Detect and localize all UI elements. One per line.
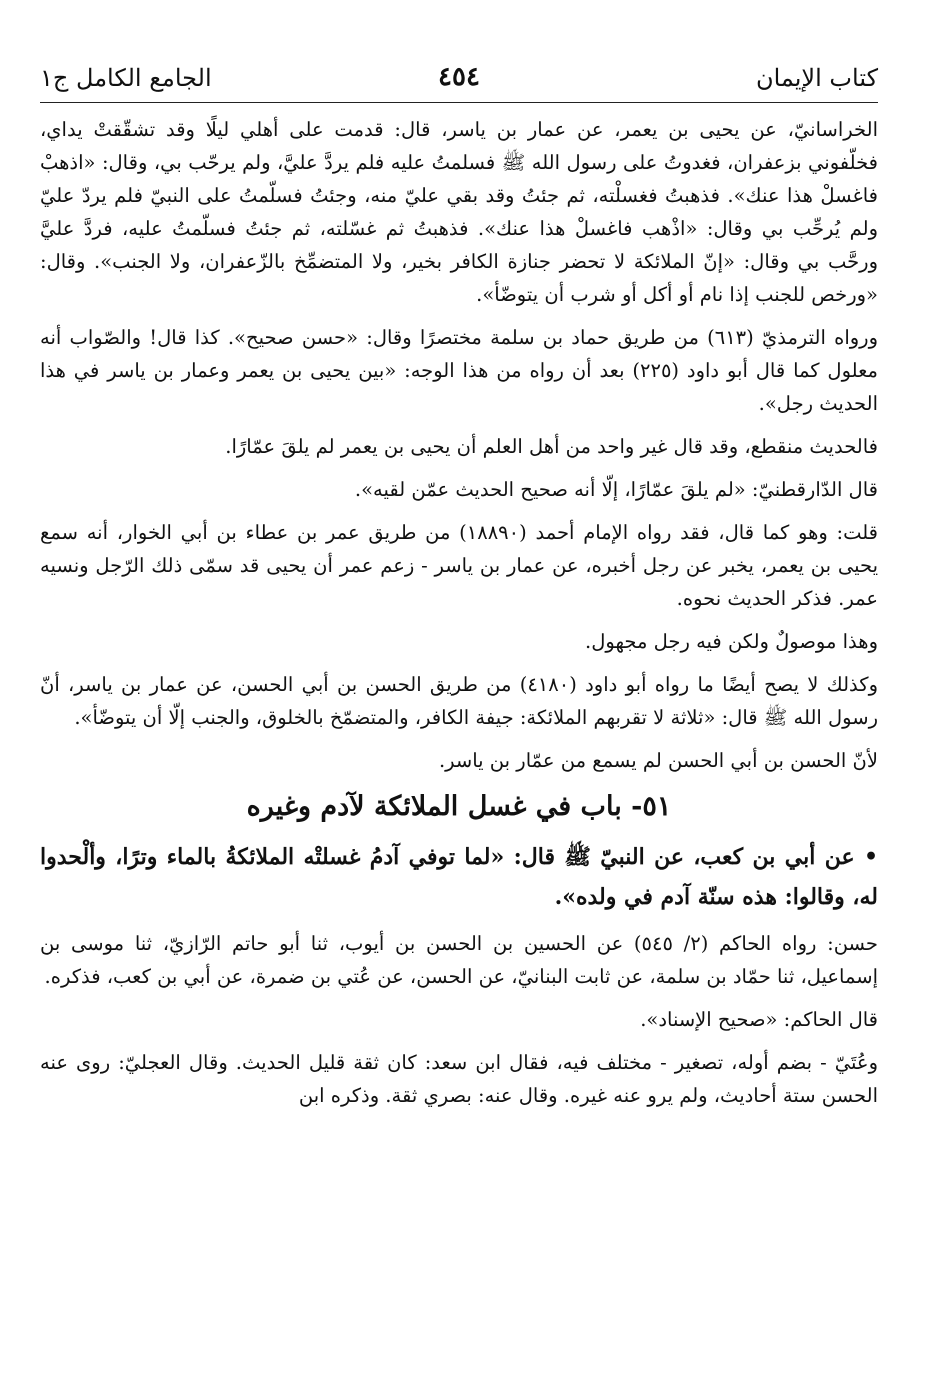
paragraph: قلت: وهو كما قال، فقد رواه الإمام أحمد (١٨٨٩٠) من طريق عمر بن عطاء بن أبي الخوار، أنه سمع يحيى بن يعمر، يخبر عن رجل أخبره، عن عمار بن ياسر - زعم عمر أن يحيى قد سمّى ذلك الرّجل ونسيه عمر. فذكر الحديث نحوه. <box>40 521 878 610</box>
page-number: ٤٥٤ <box>438 62 480 92</box>
paragraph: قال الدّارقطنيّ: «لم يلقَ عمّارًا، إلّا أنه صحيح الحديث عمّن لقيه». <box>354 478 878 501</box>
book-page <box>40 52 878 1122</box>
paragraph: قال الحاكم: «صحيح الإسناد». <box>640 1008 878 1031</box>
chapter-title: ٥١- باب في غسل الملائكة لآدم وغيره <box>246 791 672 822</box>
page-header <box>40 52 878 103</box>
paragraph: لأنّ الحسن بن أبي الحسن لم يسمع من عمّار بن ياسر. <box>438 749 878 772</box>
hadith-text: • عن أبي بن كعب، عن النبيّ ﷺ قال: «لما توفي آدمُ غسلتْه الملائكةُ بالماء وترًا، وألْحدوا له، وقالوا: هذه سنّة آدم في ولده». <box>40 844 878 910</box>
paragraph: فالحديث منقطع، وقد قال غير واحد من أهل العلم أن يحيى بن يعمر لم يلقَ عمّارًا. <box>225 435 878 458</box>
paragraph: وهذا موصولٌ ولكن فيه رجل مجهول. <box>585 630 878 653</box>
paragraph: وعُتَيّ - بضم أوله، تصغير - مختلف فيه، فقال ابن سعد: كان ثقة قليل الحديث. وقال العجليّ: روى عنه الحسن ستة أحاديث، ولم يرو عنه غيره. وقال عنه: بصري ثقة. وذكره ابن <box>40 1051 878 1107</box>
paragraph: الخراسانيّ، عن يحيى بن يعمر، عن عمار بن ياسر، قال: قدمت على أهلي ليلًا وقد تشقّقتْ يداي، فخلّفوني بزعفران، فغدوتُ على رسول الله ﷺ فسلمتُ عليه فلم يردَّ عليَّ، ولم يرحّب بي، وقال: «اذهبْ فاغسلْ هذا عنك». فذهبتُ فغسلْته، ثم جئتُ وقد بقي عليّ منه، وجئتُ فسلّمتُ على النبيّ فلم يردّ عليّ ولم يُرحِّب بي وقال: «اذْهب فاغسلْ هذا عنك». فذهبتُ ثم غسّلته، ثم جئتُ فسلّمتُ عليه، فردَّ عليَّ ورحَّب بي وقال: «إنّ الملائكة لا تحضر جنازة الكافر بخير، ولا المتضمِّخ بالزّعفران، ولا الجنب». وقال: «ورخص للجنب إذا نام أو أكل أو شرب أن يتوضّأ». <box>40 118 878 306</box>
paragraph: حسن: رواه الحاكم (٢/ ٥٤٥) عن الحسين بن الحسن بن أيوب، ثنا أبو حاتم الرّازيّ، ثنا موسى بن إسماعيل، ثنا حمّاد بن سلمة، عن ثابت البنانيّ، عن الحسن، عن عُتي بن ضمرة، عن أبي بن كعب، فذكره. <box>40 932 878 988</box>
book-title: كتاب الإيمان <box>755 64 878 92</box>
collection-title: الجامع الكامل ج١ <box>40 64 212 92</box>
paragraph: وكذلك لا يصح أيضًا ما رواه أبو داود (٤١٨٠) من طريق الحسن بن أبي الحسن، عن عمار بن ياسر، أنّ رسول الله ﷺ قال: «ثلاثة لا تقربهم الملائكة: جيفة الكافر، والمتضمّخ بالخلوق، والجنب إلّا أن يتوضّأ». <box>40 673 878 729</box>
paragraph: ورواه الترمذيّ (٦١٣) من طريق حماد بن سلمة مختصرًا وقال: «حسن صحيح». كذا قال! والصّواب أنه معلول كما قال أبو داود (٢٢٥) بعد أن رواه من هذا الوجه: «بين يحيى بن يعمر وعمار بن ياسر في هذا الحديث رجل». <box>40 326 878 415</box>
page-content <box>40 113 878 1112</box>
